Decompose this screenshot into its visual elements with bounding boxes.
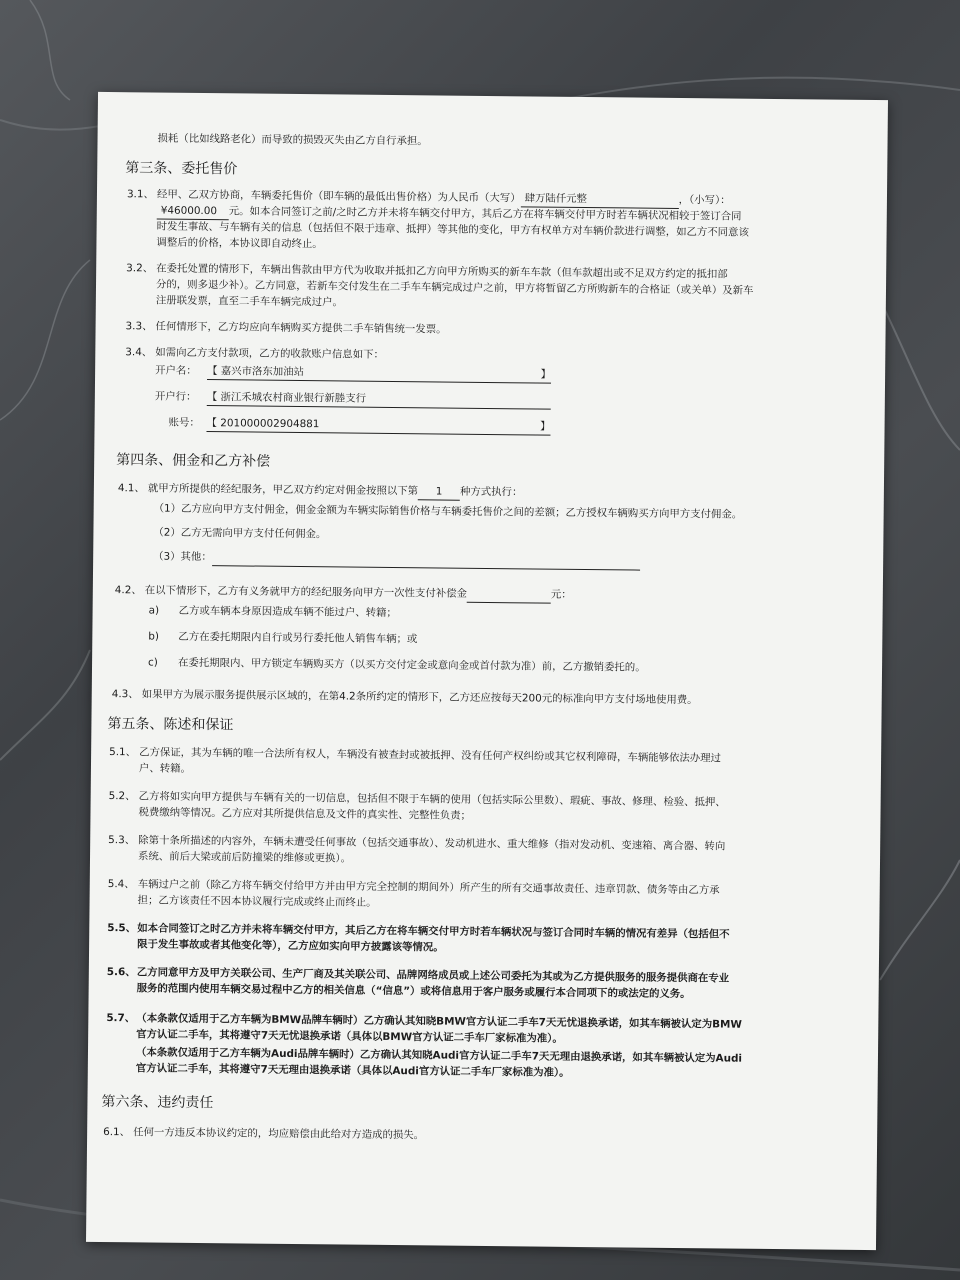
section-6-heading: 第六条、违约责任 [101,1093,214,1112]
commission-option-2: （2）乙方无需向甲方支付任何佣金。 [153,526,327,541]
bracket-close: 】 [540,420,551,433]
clause-5-7-line3: （本条款仅适用于乙方车辆为Audi品牌车辆时）乙方确认其知晓Audi官方认证二手车7天无理由退换承诺，如其车辆被认定为Audi [135,1046,743,1065]
clause-5-4-line1: 车辆过户之前（除乙方将车辆交付给甲方并由甲方完全控制的期间外）所产生的所有交通事故责任、违章罚款、债务等由乙方承 [137,878,720,897]
clause-3-1-num: 3.1、 [126,188,154,201]
clause-4-2-text [145,582,572,603]
account-number-label: 账号： [168,416,200,429]
section-5-heading: 第五条、陈述和保证 [107,716,234,734]
clause-5-6-num: 5.6、 [106,966,136,979]
clause-3-2-line2: 分的，则多退少补）。乙方同意，若新车交付发生在二手车车辆完成过户之前，甲方将暂留乙方所购新车的合格证（或关单）及新车 [155,278,754,297]
clause-3-4-text: 如需向乙方支付款项，乙方的收款账户信息如下： [155,346,384,361]
price-in-words: 肆万陆仟元整 [521,190,679,209]
clause-4-3-text: 如果甲方为展示服务提供展示区域的，在第4.2条所约定的情形下，乙方还应按每天200元的标准向甲方支付场地使用费。 [141,688,698,707]
clause-4-1-num: 4.1、 [117,482,145,495]
clause-5-1-line1: 乙方保证，其为车辆的唯一合法所有权人，车辆没有被查封或被抵押、没有任何产权纠纷或其它权利障碍，车辆能够依法办理过 [139,746,722,765]
clause-4-2-num: 4.2、 [114,584,142,597]
clause-5-4-num: 5.4、 [107,878,135,891]
item-b-text: 乙方在委托期限内自行或另行委托他人销售车辆；或 [178,630,418,646]
clause-3-3-num: 3.3、 [125,320,153,333]
clause-6-1-num: 6.1、 [103,1126,131,1139]
clause-4-3-num: 4.3、 [111,688,139,701]
price-in-numbers: ¥46000.00 [157,203,229,221]
clause-5-6-line1: 乙方同意甲方及甲方关联公司、生产厂商及其关联公司、品牌网络成员或上述公司委托为其或为乙方提供服务的服务提供商在专业 [136,966,730,985]
clause-5-7-line2: 官方认证二手车，其将遵守7天无忧退换承诺（具体以BMW官方认证二手车厂家标准为准）。 [136,1028,563,1045]
other-option-blank [212,549,640,570]
compensation-amount-blank [467,586,551,604]
clause-5-1-num: 5.1、 [109,746,137,759]
clause-4-1-text-a: 就甲方所提供的经纪服务，甲乙双方约定对佣金按照以下第 [147,482,419,498]
bank-value [207,389,551,410]
item-c-text: 在委托期限内、甲方锁定车辆购买方（以买方交付定金或意向金或首付款为准）前，乙方撤销委托的。 [178,656,646,674]
clause-5-5-num: 5.5、 [107,922,137,935]
clause-3-3-text: 任何情形下，乙方均应向车辆购买方提供二手车销售统一发票。 [155,320,447,336]
commission-option-1: （1）乙方应向甲方支付佣金，佣金金额为车辆实际销售价格与车辆委托售价之间的差额；乙方授权车辆购买方向甲方支付佣金。 [153,502,743,521]
clause-5-3-line2: 系统、前后大梁或前后防撞梁的维修或更换）。 [137,850,352,865]
clause-4-1-text-b: 种方式执行： [459,485,523,499]
clause-5-2-line2: 税费缴纳等情况。乙方应对其所提供信息及文件的真实性、完整性负责； [138,806,472,822]
clause-5-5-line1: 如本合同签订之时乙方并未将车辆交付甲方，其后乙方在将车辆交付甲方时若车辆状况与签订合同时车辆的情况有差异（包括但不 [137,922,730,941]
clause-3-1-text-a: 经甲、乙双方协商，车辆委托售价（即车辆的最低出售价格）为人民币（大写） [156,188,521,205]
clause-5-2-line1: 乙方将如实向甲方提供与车辆有关的一切信息，包括但不限于车辆的使用（包括实际公里数）、瑕疵、事故、修理、检验、抵押、 [138,790,726,809]
clause-5-4-line2: 担；乙方该责任不因本协议履行完成或终止而终止。 [137,894,377,909]
item-b-mark: b) [148,630,160,643]
item-c-mark: c) [148,656,158,669]
clause-3-4-num: 3.4、 [125,346,153,359]
commission-option-3-label: （3）其他： [153,550,212,564]
section-3-heading: 第三条、委托售价 [125,160,238,178]
contract-page [86,92,888,1250]
clause-5-3-line1: 除第十条所描述的内容外，车辆未遭受任何事故（包括交通事故）、发动机进水、重大维修（指对发动机、变速箱、离合器、转向 [138,834,726,853]
clause-5-7-line1: （本条款仅适用于乙方车辆为BMW品牌车辆时）乙方确认其知晓BMW官方认证二手车7天无忧退换承诺，如其车辆被认定为BMW [136,1012,742,1031]
clause-3-2-line3: 注册联发票，直至二手车车辆完成过户。 [155,294,343,309]
commission-option-choice: 1 [418,483,460,500]
clause-3-1-text-c: 元。如本合同签订之前/之时乙方并未将车辆交付甲方，其后乙方在将车辆交付甲方时若车辆状况相较于签订合同 [228,205,742,223]
clause-3-1-line3: 时发生事故、与车辆有关的信息（包括但不限于违章、抵押）等其他的变化，甲方有权单方对车辆价款进行调整，如乙方不同意该 [156,220,749,239]
clause-3-2-line1: 在委托处置的情形下，车辆出售款由甲方代为收取并抵扣乙方向甲方所购买的新车车款（但车款超出或不足双方约定的抵扣部 [156,262,728,281]
clause-5-2-num: 5.2、 [108,790,136,803]
clause-5-1-line2: 户、转籍。 [138,762,191,775]
clause-5-6-line2: 服务的范围内使用车辆交易过程中乙方的相关信息（“信息”）或将信息用于客户服务或履行本合同项下的或法定的义务。 [136,982,691,1001]
account-number-value [206,415,550,436]
clause-5-5-line2: 限于发生事故或者其他变化等），乙方应如实向甲方披露该等情况。 [137,938,444,954]
clause-4-1-text [148,480,523,501]
continued-text: 损耗（比如线路老化）而导致的损毁灭失由乙方自行承担。 [157,132,428,148]
commission-option-3 [153,548,640,570]
bank-label: 开户行： [154,390,197,403]
item-a-mark: a) [148,604,160,617]
clause-5-7-line4: 官方认证二手车，其将遵守7天无理由退换承诺（具体以Audi官方认证二手车厂家标准为准）。 [135,1062,570,1079]
account-name-label: 开户名： [155,364,197,377]
clause-3-1-text-b: ，（小写）： [678,193,731,207]
clause-3-2-num: 3.2、 [126,262,154,275]
bank-text: 【 浙江禾城农村商业银行新塍支行 [206,391,367,405]
clause-6-1-text: 任何一方违反本协议约定的，均应赔偿由此给对方造成的损失。 [133,1126,425,1142]
clause-4-2-text-b: 元： [550,588,572,601]
clause-3-1-line4: 调整后的价格，本协议即自动终止。 [156,236,323,251]
clause-4-2-text-a: 在以下情形下，乙方有义务就甲方的经纪服务向甲方一次性支付补偿金 [144,584,467,600]
account-number-text: 【 201000002904881 [206,417,320,431]
account-name-text: 【 嘉兴市洛东加油站 [207,365,305,379]
section-4-heading: 第四条、佣金和乙方补偿 [116,452,271,470]
item-a-text: 乙方或车辆本身原因造成车辆不能过户、转籍； [178,604,397,620]
account-name-value [207,363,551,384]
bracket-close: 】 [540,368,552,381]
clause-5-7-num: 5.7、 [106,1012,136,1025]
clause-5-3-num: 5.3、 [108,834,136,847]
